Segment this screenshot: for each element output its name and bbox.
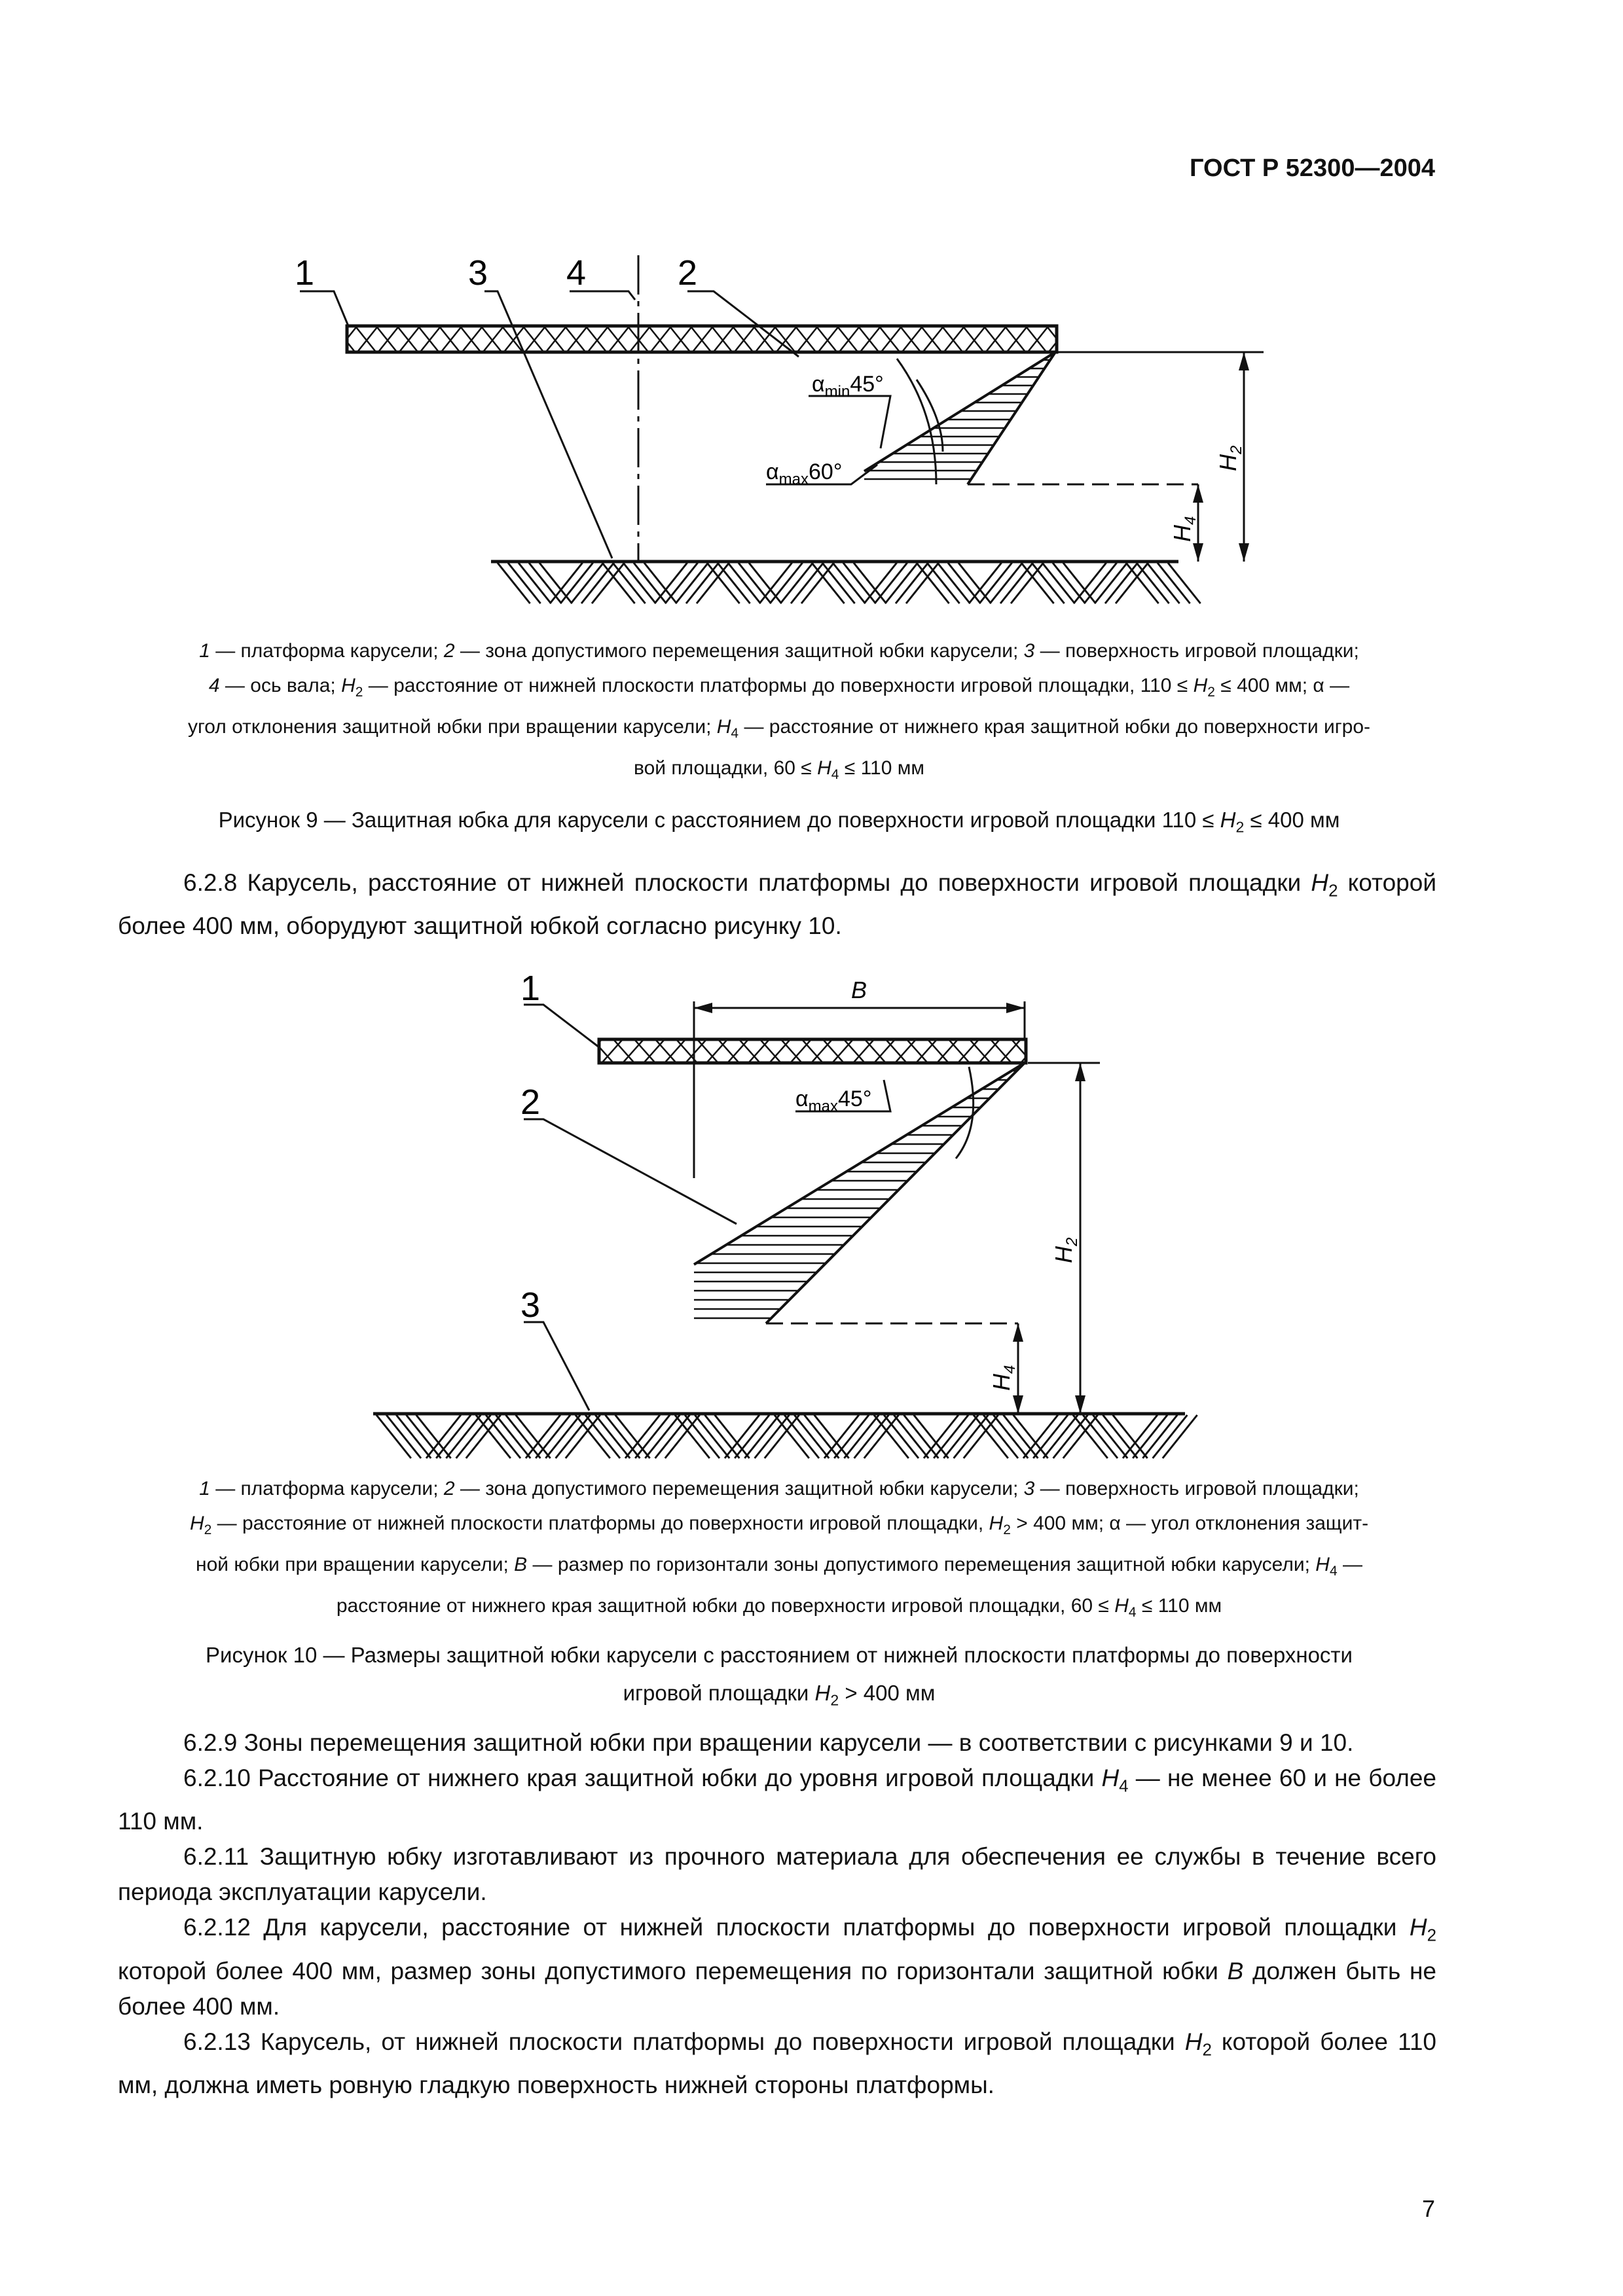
skirt-zone xyxy=(864,360,1050,479)
figure-10-drawing xyxy=(0,962,1623,1460)
ground-hatch xyxy=(498,563,1201,603)
figure-10-caption: Рисунок 10 — Размеры защитной юбки карусели с расстоянием от нижней плоскости платформы до поверхности игровой площадки $H_2 > 400$ мм xyxy=(206,1643,1353,1709)
page-number: 7 xyxy=(1421,2195,1435,2222)
platform-rect xyxy=(599,1039,1026,1063)
paragraph-6-2-13: 6.2.13 Карусель, от нижней плоскости платформы до поверхности игровой площадки $H_2$ которой более 110 мм, должна иметь ровную гладкую поверхность нижней стороны платформы. xyxy=(118,2028,1436,2099)
leader-1 xyxy=(300,291,348,326)
paragraph-6-2-8: 6.2.8 Карусель, расстояние от нижней плоскости платформы до поверхности игровой площадки $H_2$ которой более 400 мм, оборудуют защитной юбкой согласно рисунку 10. xyxy=(118,869,1436,940)
h2-label: $H_2$ xyxy=(1050,1237,1081,1263)
label-3: 3 xyxy=(468,253,488,293)
label-1: 1 xyxy=(295,253,315,293)
document-standard-number: ГОСТ Р 52300—2004 xyxy=(1190,154,1435,182)
h4-label: $H_4$ xyxy=(1169,516,1199,542)
body-paragraphs xyxy=(118,1725,1436,2103)
paragraph-6-2-11: 6.2.11 Защитную юбку изготавливают из прочного материала для обеспечения ее службы в течение всего периода эксплуатации карусели. xyxy=(118,1843,1436,1906)
leader-alpha-min xyxy=(809,396,890,448)
h2-label: $H_2$ xyxy=(1214,445,1245,471)
figure-9-caption: Рисунок 9 — Защитная юбка для карусели с расстоянием до поверхности игровой площадки $110 \le H_2 \le 400$ мм xyxy=(218,808,1340,836)
h4-label: $H_4$ xyxy=(988,1365,1019,1391)
alpha-min-label: $\alpha_{min}45^\circ$ xyxy=(812,372,884,401)
skirt-zone-outline xyxy=(864,352,1055,484)
figure-9-legend: 1 — платформа карусели; 2 — зона допустимого перемещения защитной юбки карусели; 3 — поверхность игровой площадки; 4 — ось вала; $H_2$ — расстояние от нижней плоскости платформы до поверхности игровой площадки, $110 \le H_2 \le 400$ мм; α — угол отклонения защитной юбки при вращении карусели; $H_4$ — расстояние от нижнего края защитной юбки до поверхности игро- вой площадки, $60 \le H_4 \le 110$ мм xyxy=(187,640,1371,782)
leader-1 xyxy=(524,1005,599,1047)
figure-10-legend: 1 — платформа карусели; 2 — зона допустимого перемещения защитной юбки карусели; 3 — поверхность игровой площадки; $H_2$ — расстояние от нижней плоскости платформы до поверхности игровой площадки, $H_2 > 400$ мм; α — угол отклонения защит- ной юбки при вращении карусели; B — размер по горизонтали зоны допустимого перемещения защитной юбки карусели; $H_4$ — расстояние от нижнего края защитной юбки до поверхности игровой площадки, $60 \le H_4 \le 110$ мм xyxy=(189,1478,1369,1620)
label-3: 3 xyxy=(520,1285,541,1325)
leader-3 xyxy=(524,1322,589,1410)
leader-2 xyxy=(524,1119,737,1224)
paragraph-6-2-10: 6.2.10 Расстояние от нижнего края защитной юбки до уровня игровой площадки $H_4$ — не менее 60 и не более 110 мм. xyxy=(118,1765,1436,1835)
label-1: 1 xyxy=(520,969,541,1008)
paragraph-6-2-9: 6.2.9 Зоны перемещения защитной юбки при вращении карусели — в соответствии с рисунками 9 и 10. xyxy=(183,1729,1354,1756)
b-label: B xyxy=(851,977,867,1003)
alpha-min-arc xyxy=(917,380,943,452)
label-4: 4 xyxy=(566,253,587,293)
label-2: 2 xyxy=(520,1083,541,1122)
alpha-max-label: $\alpha_{max}60^\circ$ xyxy=(766,459,843,488)
label-2: 2 xyxy=(678,253,698,293)
platform-rect xyxy=(347,326,1057,352)
alpha-max-label: $\alpha_{max}45^\circ$ xyxy=(795,1086,872,1115)
alpha-max-arc xyxy=(956,1067,974,1158)
paragraph-6-2-12: 6.2.12 Для карусели, расстояние от нижней плоскости платформы до поверхности игровой площадки $H_2$ которой более 400 мм, размер зоны допустимого перемещения по горизонтали защитной юбки B должен быть не более 400 мм. xyxy=(118,1914,1436,2020)
figure-9-drawing xyxy=(0,249,1623,622)
alpha-max-arc xyxy=(897,359,936,484)
ground-hatch xyxy=(376,1415,1197,1458)
